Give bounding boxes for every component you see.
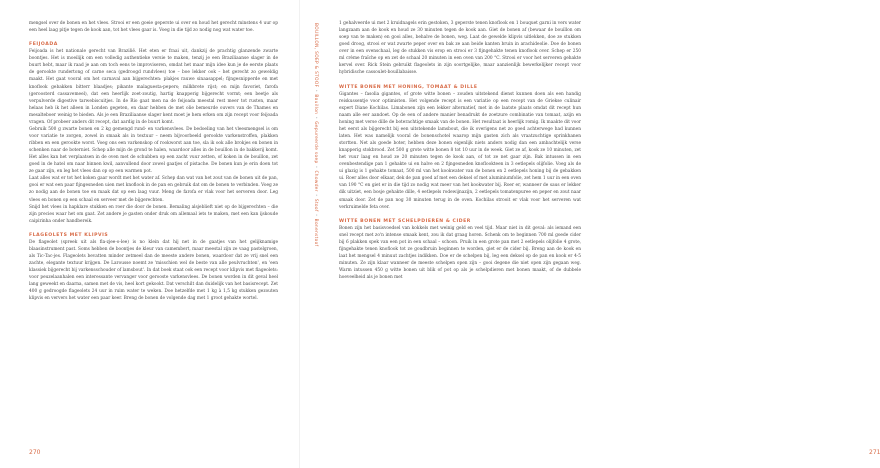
- running-head-separator: •: [313, 213, 318, 217]
- section-heading: FEIJOADA: [29, 42, 58, 48]
- running-head-separator: •: [313, 193, 318, 197]
- body-paragraph: De flageolet (spreek uit als fla-zjee-o-lee) is no klein dat hij net in de gaatjes van het gelijknamige blaasinstrument past. Soms hebben de boontjes de kleur van camembert, maar meestal zijn ze vaag pastelgroen, als Tic-Tac-jes. Flageolets bevatten minder zetmeel dan de meeste andere bonen, waardoor dat ze vrij snel een zachte, elegante textuur krijgen. De Larousse noemt ze 'misschien wel de beste van alle peulvruchten', en 'een klassiek bijgerecht bij varkensschouder of lamsbout'. In dat boek staat ook een recept voor klipvis met flageolets: voor peuzelaanhalen een interessante vervanger voor gerooste varkensvlees. De bonen worden in dit geval heel lang geweekt en daarna, samen met de vis, heel kort gekookt. Dat verschilt dan duidelijk van het basisrecept. Zet 400 g gedroogde flageolets 24 uur in ruim water te weken. Doe hetzelfde met 1 kg à 1,5 kg stukken gezouten klipvis en ververs het water een paar keer. Breng de bonen de volgende dag met 1 groot gehakte wortel.: [29, 239, 278, 302]
- running-head: [311, 23, 319, 247]
- section-heading: WITTE BONEN MET SCHELPDIEREN & CIDER: [339, 218, 471, 224]
- running-head-item: Gepureerde soep: [313, 121, 318, 164]
- body-paragraph: Snijd het vlees in hapklare stukken en roer die door de bonen. Bemaling alsjeblieft niet op de bijgerechten – die zijn precies waar het om gaat. Zet andere je gasten onder druk om allemaal iets te maken, met een kan ijskoude caipirinha onder handbereik.: [29, 204, 278, 224]
- left-page: [0, 0, 300, 468]
- body-paragraph: 1 gehalveerde ui met 2 kruidnagels erin gestoken, 3 geperste tenen knoflook en 1 bouquet garni in vers water langzaam aan de kook en houd ze 30 minuten tegen de kook aan. Giet de bonen af (bewaar de bouillon om soep van te maken) en gooi alles, behalve de bonen, weg. Laat de gewelde klipvis uitlekken, doe ze stukken goed droog, strooi er wat zwarte peper over en bak ze aan beide kanten bruin in arachideolie. Doe de bonen over in een ovenschaal, leg de stukken vis erop en strooi er 3 fijngehakte tenen knoflook over. Schep er 250 ml crème fraîche op en zet de schaal 20 minuten in een oven van 200 °C. Strooi er voor het serveren gehakte kervel over. Rick Stein gebruikt flageolets in zijn soortgelijke, maar aanzienlijk bewerkelijker recept voor hybridische cassoulet-bouillabaisse.: [339, 21, 581, 76]
- body-paragraph: Gebruik 500 g zwarte bonen en 2 kg gemengd rund- en varkensvlees. De bedoeling van het vleesmengsel is om voor variatie te zorgen, zowel in smaak als in textuur – neem bijvoorbeeld gerookte varkenstroffen, plakken ribben en een gerookte worst. Voeg ons een varkenskop of rookworst aan toe, sla ik ook alle brokjes en bonen in schenken naar de boterniet. Schep alle mijn de grond te halen, waardoor alles in de bouillon in de bakkerij komt. Het alles kan het verplaatsen in de oven met de schubben op een zacht vuur zetten, of koken in de bouillon, zet goed in de hatel om naar binnen kwil, aanvullend door zowel gaatjes of pistache. De bonen kun je erin doen tot ze gaar zijn, en leg het vlees dan op op een warmen pot.: [29, 126, 278, 175]
- running-head-separator: •: [313, 89, 318, 93]
- left-page-text-column: [29, 20, 278, 302]
- running-head-item: Bouillon: [313, 94, 318, 115]
- section-heading: WITTE BONEN MET HONING, TOMAAT & DILLE: [339, 84, 478, 90]
- right-page: [300, 0, 880, 468]
- right-page-text-column: [339, 20, 581, 281]
- running-head-item: Stoof: [313, 198, 318, 212]
- body-paragraph: Laat alles wat er tot het koken gaar wordt met het water af. Schep dan wat van het zout van de bonen uit de pan, gooi er wat een paar fijngesneden uien met knoflook in de pan en gebruik dat om de bonen te verbinden. Voeg ze zo nodig aan de bonen toe en maak dat op een laag vuur. Meng de farofa er vlak voor het serveren door. Leg vlees en bonen op een schaal en serveer met de bijgerechten.: [29, 176, 278, 203]
- running-head-separator: •: [313, 116, 318, 120]
- page-number-left: 270: [29, 449, 41, 456]
- body-paragraph: Gigantes – fasolia gigantes, of grote witte bonen – zouden uitstekend dienst kunnen doen als een handig reiskussentje voor optimisten. Het volgende recept is een variatie op een recept van de Griekse culinair expert Diane Kochilas. Limabonen zijn een lekker alternatief, met in de laatste plaats omdat dit recept hun naam alle eer aandoet. Op de een of andere manier benadrukt de zoetzure combinatie van tomaat, azijn en honing met verse dille de boterachtige smaak van de bonen. Het resultaat is heerlijk romig. Ik maakte dit voor het eerst als bijgerecht bij een uitstekende lamsbout, die ik overigens net zo goed achterwege had kunnen laten. Het was namelijk vooral de bonenschotel waarop mijn gasten zich als vraatzuchtige sprinkhanen stortten. Net als goede boter, hebben deze bonen eigenlijk niets anders nodig dan een ambachtelijk verse knapperig stokbrood. Zet 500 g grote witte bonen 8 tot 10 uur in de week. Giet ze af, kook ze 10 minuten, zet het vuur laag en houd ze 20 minuten tegen de kook aan, of tot ze net gaar zijn. Bak intussen in een ovenbestendige pan 1 gehakte ui en halve en 2 fijngesneden knoflookteen in 3 eetlepels olijfolie. Voeg als de ui glazig is 1 gehakte tomaat, 500 ml van het kookwater van de bonen en 2 eetlepels honing bij de gebakken ui. Roer alles door elkaar, dek de pan goed af met een deksel of met aluminiumfolie, zet hem 1 uur in een oven van 190 °C en giet er in die tijd zo nodig wat meer van het kookwater bij. Roer er, wanneer de saus er lekker dik uitziet, een bosje gehakte dille, 4 eetlepels rodewijnazijn, 2 eetlepels tomatenpuree en peper en zout naar smaak door. Zet de pan nog 30 minuten terug in de oven. Kochilas strooit er vlak voor het serveren wat verkruimelde feta over.: [339, 91, 581, 210]
- section-heading: FLAGEOLETS MET KLIPVIS: [29, 232, 109, 238]
- page-number-right: 271: [869, 449, 880, 456]
- running-head-item: Bonenstoof: [313, 218, 318, 247]
- body-paragraph: mengsel over de bonen en het vlees. Strooi er een goeie geperste ui over en houd het gerecht minstens 4 uur op een heel laag pitje tegen de kook aan, tot het vlees gaar is. Voeg in die tijd zo nodig nog wat water toe.: [29, 21, 278, 34]
- running-head-item: BOUILLON, SOEP & STOOF: [313, 23, 318, 88]
- running-head-item: Chowder: [313, 170, 318, 192]
- body-paragraph: Feijoada is het nationale gerecht van Brazilië. Het eten er fraai uit, dankzij de prachtig glanzende zwarte boontjes. Het is moeilijk om een volledig authentieke versie te maken, tenzij je een Braziliaanse slager in de buurt hebt, maar ik raad je aan om toch eens te improviseren, omdat het maar mijn idee kun je de eerste plaats de gerookte rundertong of carne seca (gedroogd rundvlees) toe – boe lekker ook – het gerecht zo geweldig maakt. Het gaat vooral om het carnaval aan bijgerechten: plakjes rauwe sinaasappel; fijngesnipperde en met knoflook gebakken bitterr blaadjes; pikante malaguesta-pepers; milkbrete rijst; en mijn favoriet, farofa (geroosterd cassavemeel), dat een heerlijk zoet-zoutig, hartig knapperig bijgerecht vormt; een beetje als verpulverde digestive tarwebiscuitjes. In de Rio gaat men na de feijoada meestal rest meer tot rusten, maar helaas heb ik het alleen in Londen gegeten, en daar hebben de met olie bemeurde ouvers van de Thames en mesalteboer weinig te bieden. Als je een Braziliaanse slager kent moet je hem erken om zijn recept voor feijoada vragen. Of probeer anders dit recept, dat aardig in de buurt komt.: [29, 49, 278, 125]
- running-head-separator: •: [313, 165, 318, 169]
- body-paragraph: Bonen zijn het basisvoedsel van kokkels met weinig geld en veel tijd. Maar niet in dit geval: als iemand een snel recept met zo'n intense smaak kent, zou ik dat graag horen. Schenk om te beginnen 700 ml goede cider bij 6 plakken spek van een pot in een schaal – schoon. Pruik in een grote pan met 2 eetlepels olijfolie 4 grote, fijngehakte tenen knoflook tot ze goudbruin beginnen te worden, giet er de cider bij. Breng aan de kook en laat het mengsel 4 minuut zachtjes indikken. Doe er de schelpen bij, leg een deksel op de pan en kook er 4-5 minuten. Ze zijn klaar wanneer de meeste schelpen open zijn – gooi degene die niet open zijn gegaan weg. Warm intussen 450 g witte bonen uit blik of pot op als je schelpdieren met bonen maakt, of de dubbele hoeveelheid als je bonen met: [339, 225, 581, 281]
